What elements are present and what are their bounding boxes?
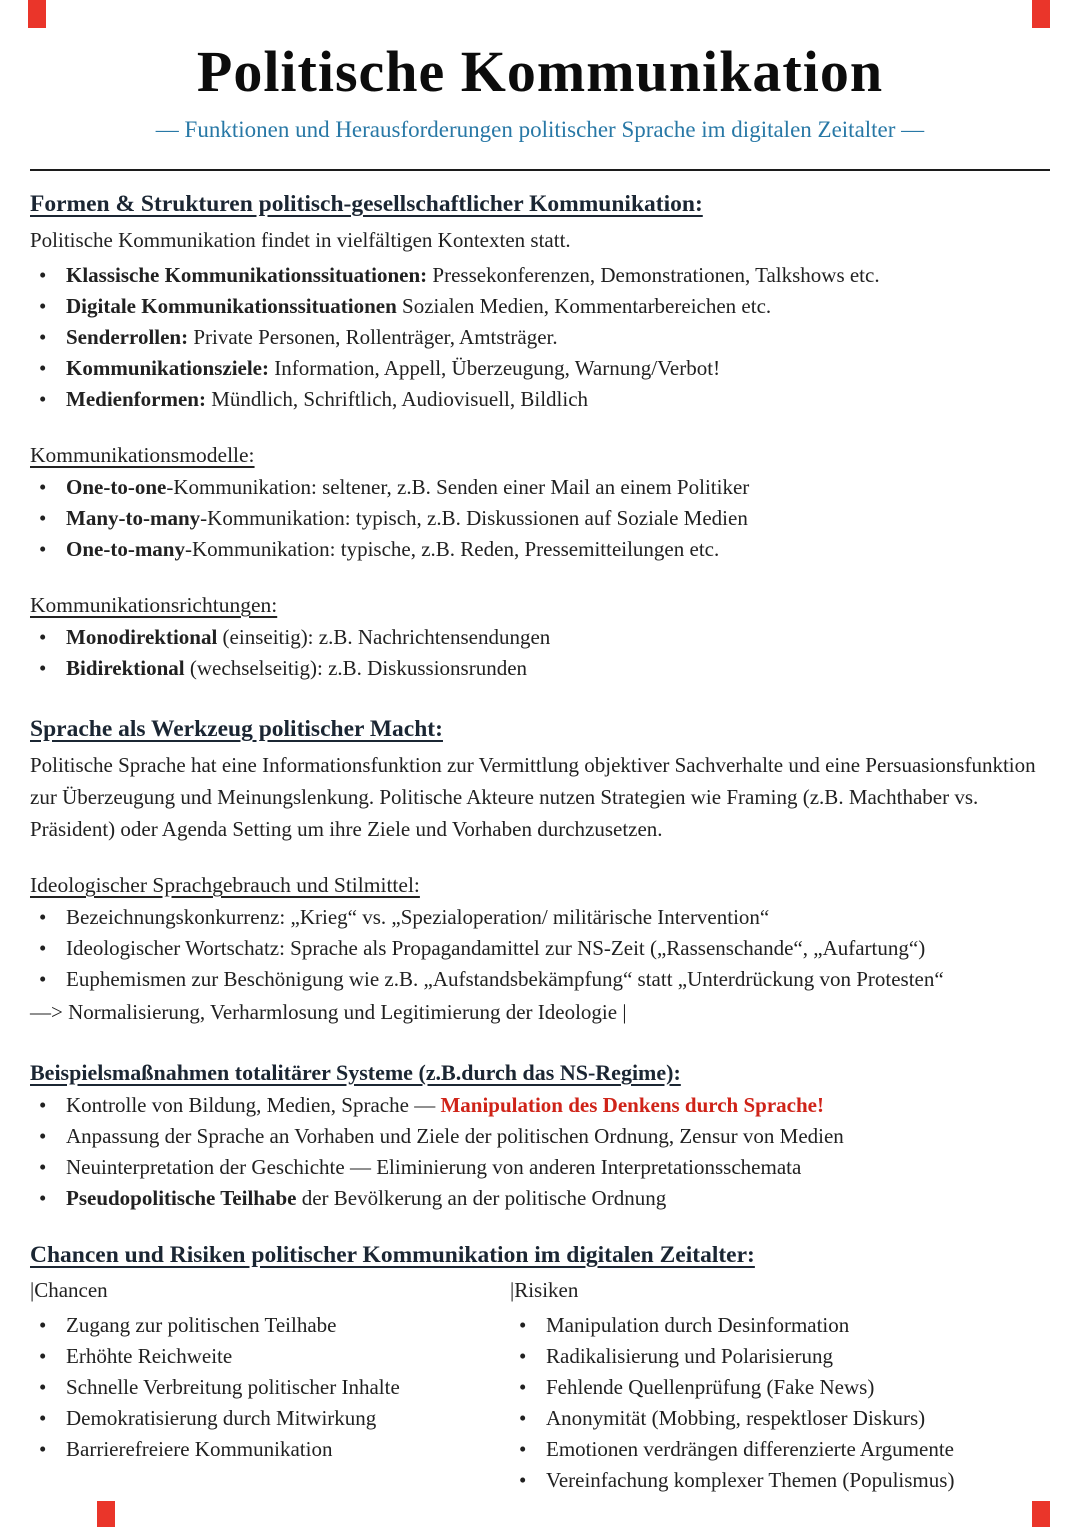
list-item-bold: Medienformen: bbox=[66, 387, 206, 411]
list-item-text: Zugang zur politischen Teilhabe bbox=[66, 1313, 337, 1337]
red-corner-mark-top-left bbox=[28, 0, 46, 28]
list-item bbox=[30, 1183, 1050, 1214]
list-item bbox=[30, 902, 1050, 933]
list-item bbox=[30, 260, 1050, 291]
list-item-text: Pressekonferenzen, Demonstrationen, Talkshows etc. bbox=[427, 263, 880, 287]
list-item-bold: Senderrollen: bbox=[66, 325, 189, 349]
list-item-text: Anpassung der Sprache an Vorhaben und Ziele der politischen Ordnung, Zensur von Medien bbox=[66, 1124, 844, 1148]
subheading-ideologischer-sprachgebrauch: Ideologischer Sprachgebrauch und Stilmittel: bbox=[30, 873, 420, 897]
list-item bbox=[30, 322, 1050, 353]
section-paragraph: Politische Sprache hat eine Informationsfunktion zur Vermittlung objektiver Sachverhalte und eine Persuasionsfunktion zur Überzeugung und Meinungslenkung. Politische Akteure nutzen Strategien wie Framing (z.B. Machthaber vs. Präsident) oder Agenda Setting um ihre Ziele und Vorhaben durchzusetzen. bbox=[30, 753, 1036, 841]
list-item-text: Radikalisierung und Polarisierung bbox=[546, 1344, 833, 1368]
section-intro: Politische Kommunikation findet in vielfältigen Kontexten statt. bbox=[30, 228, 571, 252]
subheading-beispielsmassnahmen: Beispielsmaßnahmen totalitärer Systeme (z.B.durch das NS-Regime): bbox=[30, 1060, 681, 1085]
list-item bbox=[30, 534, 1050, 565]
list-item-text: der Bevölkerung an der politische Ordnung bbox=[296, 1186, 667, 1210]
list-item bbox=[30, 1121, 1050, 1152]
list-item bbox=[30, 1372, 510, 1403]
list-item-text: Erhöhte Reichweite bbox=[66, 1344, 233, 1368]
list-item bbox=[30, 1403, 510, 1434]
page-subtitle: — Funktionen und Herausforderungen politischer Sprache im digitalen Zeitalter — bbox=[155, 117, 925, 142]
list-item-text: Schnelle Verbreitung politischer Inhalte bbox=[66, 1375, 400, 1399]
list-item bbox=[510, 1341, 1050, 1372]
two-column-comparison bbox=[30, 1275, 1050, 1496]
list-item bbox=[30, 503, 1050, 534]
bullet-list-kommunikationsformen bbox=[30, 260, 1050, 415]
section-heading-sprache-macht: Sprache als Werkzeug politischer Macht: bbox=[30, 716, 443, 742]
list-item-bold: Bidirektional bbox=[66, 656, 185, 680]
list-item bbox=[30, 1152, 1050, 1183]
list-item-text: -Kommunikation: typische, z.B. Reden, Pressemitteilungen etc. bbox=[185, 537, 720, 561]
list-item-text: Sozialen Medien, Kommentarbereichen etc. bbox=[396, 294, 772, 318]
list-item-text: -Kommunikation: seltener, z.B. Senden einer Mail an einem Politiker bbox=[166, 475, 750, 499]
bullet-list-massnahmen bbox=[30, 1090, 1050, 1214]
list-item bbox=[30, 1090, 1050, 1121]
list-item-text: -Kommunikation: typisch, z.B. Diskussionen auf Soziale Medien bbox=[200, 506, 748, 530]
list-item bbox=[30, 291, 1050, 322]
section-heading-chancen-risiken: Chancen und Risiken politischer Kommunikation im digitalen Zeitalter: bbox=[30, 1242, 755, 1268]
red-corner-mark-bottom-right bbox=[1032, 1501, 1050, 1527]
subheading-kommunikationsrichtungen: Kommunikationsrichtungen: bbox=[30, 593, 278, 617]
list-item-text: Manipulation durch Desinformation bbox=[546, 1313, 850, 1337]
subheading-kommunikationsmodelle: Kommunikationsmodelle: bbox=[30, 443, 255, 467]
list-item-bold: One-to-one bbox=[66, 475, 167, 499]
list-item-text: Kontrolle von Bildung, Medien, Sprache — bbox=[66, 1093, 441, 1117]
red-corner-mark-bottom-left bbox=[97, 1501, 115, 1527]
list-item-bold: One-to-many bbox=[66, 537, 185, 561]
list-item bbox=[30, 472, 1050, 503]
list-item-text: Bezeichnungskonkurrenz: „Krieg“ vs. „Spezialoperation/ militärische Intervention“ bbox=[66, 905, 770, 929]
list-item-text: Mündlich, Schriftlich, Audiovisuell, Bildlich bbox=[205, 387, 589, 411]
list-item-text: Fehlende Quellenprüfung (Fake News) bbox=[546, 1375, 875, 1399]
column-label-chancen: |Chancen bbox=[30, 1278, 108, 1302]
list-item-bold: Klassische Kommunikationssituationen: bbox=[66, 263, 428, 287]
arrow-note: —> Normalisierung, Verharmlosung und Legitimierung der Ideologie | bbox=[30, 1000, 627, 1024]
page-title: Politische Kommunikation bbox=[196, 39, 884, 104]
list-item bbox=[30, 933, 1050, 964]
list-item bbox=[510, 1310, 1050, 1341]
list-item bbox=[30, 1434, 510, 1465]
list-item bbox=[510, 1465, 1050, 1496]
list-item bbox=[30, 964, 1050, 995]
list-item-text: Demokratisierung durch Mitwirkung bbox=[66, 1406, 377, 1430]
list-item-text: Neuinterpretation der Geschichte — Eliminierung von anderen Interpretationsschemata bbox=[66, 1155, 802, 1179]
bullet-list-stilmittel bbox=[30, 902, 1050, 995]
list-item bbox=[30, 1310, 510, 1341]
list-item bbox=[510, 1372, 1050, 1403]
bullet-list-chancen bbox=[30, 1310, 510, 1465]
list-item bbox=[30, 1341, 510, 1372]
list-item-text: Anonymität (Mobbing, respektloser Diskurs) bbox=[546, 1406, 926, 1430]
list-item bbox=[30, 384, 1050, 415]
red-corner-mark-top-right bbox=[1032, 0, 1050, 28]
list-item-text: Ideologischer Wortschatz: Sprache als Propagandamittel zur NS-Zeit („Rassenschande“, „Aufartung“) bbox=[66, 936, 926, 960]
list-item bbox=[30, 622, 1050, 653]
list-item-text: Information, Appell, Überzeugung, Warnung/Verbot! bbox=[269, 356, 721, 380]
list-item-bold: Kommunikationsziele: bbox=[66, 356, 269, 380]
list-item-text: Private Personen, Rollenträger, Amtsträger. bbox=[188, 325, 558, 349]
list-item bbox=[30, 653, 1050, 684]
list-item-bold: Monodirektional bbox=[66, 625, 218, 649]
section-heading-formen-strukturen: Formen & Strukturen politisch-gesellschaftlicher Kommunikation: bbox=[30, 191, 703, 217]
column-label-risiken: |Risiken bbox=[510, 1278, 579, 1302]
bullet-list-kommunikationsmodelle bbox=[30, 472, 1050, 565]
column-risiken bbox=[510, 1275, 1050, 1496]
list-item-text: Euphemismen zur Beschönigung wie z.B. „Aufstandsbekämpfung“ statt „Unterdrückung von Protesten“ bbox=[66, 967, 944, 991]
bullet-list-kommunikationsrichtungen bbox=[30, 622, 1050, 684]
bullet-list-risiken bbox=[510, 1310, 1050, 1496]
list-item-text: Vereinfachung komplexer Themen (Populismus) bbox=[546, 1468, 955, 1492]
divider bbox=[30, 169, 1050, 171]
list-item bbox=[30, 353, 1050, 384]
list-item-text: Emotionen verdrängen differenzierte Argumente bbox=[546, 1437, 954, 1461]
list-item-bold: Many-to-many bbox=[66, 506, 201, 530]
list-item-text: (einseitig): z.B. Nachrichtensendungen bbox=[217, 625, 551, 649]
list-item bbox=[510, 1403, 1050, 1434]
list-item-bold: Digitale Kommunikationssituationen bbox=[66, 294, 397, 318]
column-chancen bbox=[30, 1275, 510, 1496]
list-item-bold: Pseudopolitische Teilhabe bbox=[66, 1186, 297, 1210]
list-item-text: (wechselseitig): z.B. Diskussionsrunden bbox=[184, 656, 528, 680]
list-item-text: Barrierefreiere Kommunikation bbox=[66, 1437, 333, 1461]
list-item bbox=[510, 1434, 1050, 1465]
list-item-red-text: Manipulation des Denkens durch Sprache! bbox=[440, 1093, 824, 1117]
